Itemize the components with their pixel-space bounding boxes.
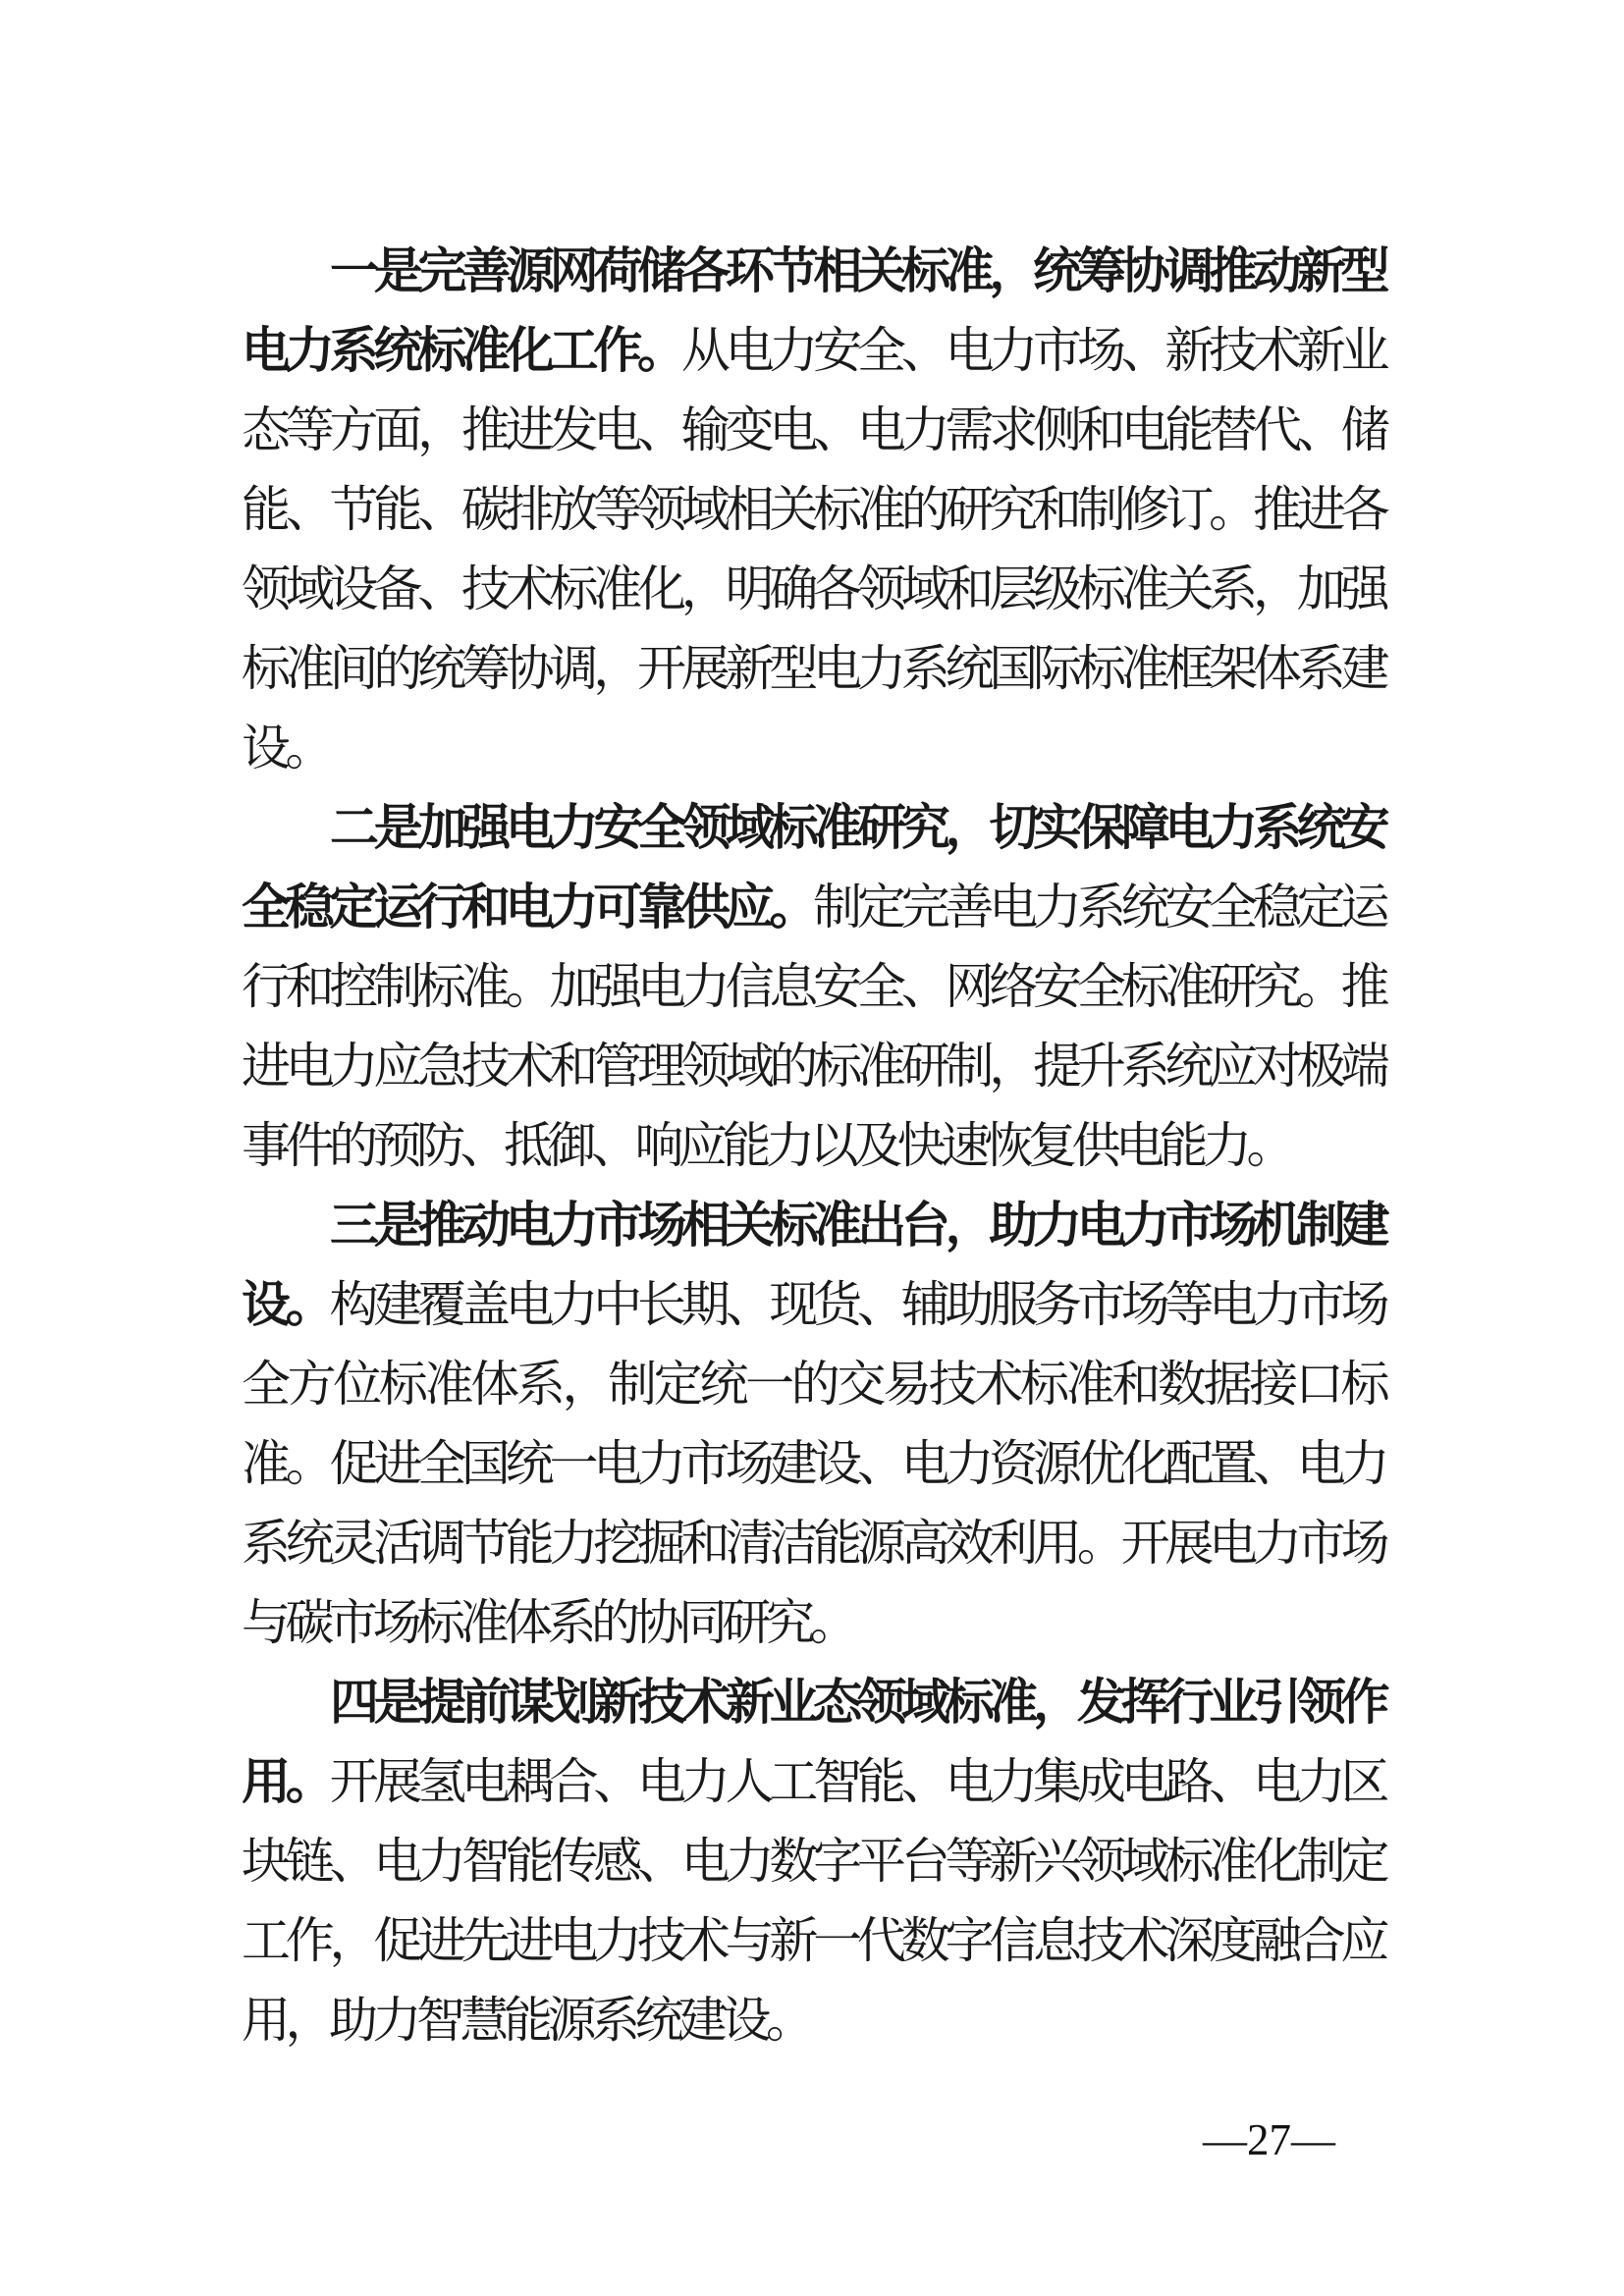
- paragraph-2-lead: 二是加强电力安全领域标准研究，切实保障电力系统安全稳定运行和电力可靠供应。: [242, 800, 1384, 934]
- paragraph-3-lead: 三是推动电力市场相关标准出台，助力电力市场机制建设。: [242, 1198, 1384, 1332]
- page-number: —27—: [1203, 2115, 1335, 2164]
- paragraph-3-body: 构建覆盖电力中长期、现货、辅助服务市场等电力市场全方位标准体系，制定统一的交易技术标准和数据接口标准。促进全国统一电力市场建设、电力资源优化配置、电力系统灵活调节能力挖掘和清洁能源高效利用。开展电力市场与碳市场标准体系的协同研究。: [242, 1277, 1385, 1650]
- paragraph-1-lead: 一是完善源网荷储各环节相关标准，统筹协调推动新型电力系统标准化工作。: [242, 243, 1384, 378]
- paragraph-4-lead: 四是提前谋划新技术新业态领域标准，发挥行业引领作用。: [242, 1675, 1384, 1809]
- paragraph-1: [242, 232, 1384, 788]
- text-block: [242, 232, 1384, 2060]
- paragraph-3: [242, 1186, 1384, 1663]
- paragraph-1-body: 从电力安全、电力市场、新技术新业态等方面，推进发电、输变电、电力需求侧和电能替代、储能、节能、碳排放等领域相关标准的研究和制修订。推进各领域设备、技术标准化，明确各领域和层级标准关系，加强标准间的统筹协调，开展新型电力系统国际标准框架体系建设。: [242, 323, 1385, 775]
- paragraph-2: [242, 788, 1384, 1186]
- paragraph-2-body: 制定完善电力系统安全稳定运行和控制标准。加强电力信息安全、网络安全标准研究。推进电力应急技术和管理领域的标准研制，提升系统应对极端事件的预防、抵御、响应能力以及快速恢复供电能力。: [242, 880, 1385, 1173]
- paragraph-4: [242, 1663, 1384, 2060]
- paragraph-4-body: 开展氢电耦合、电力人工智能、电力集成电路、电力区块链、电力智能传感、电力数字平台等新兴领域标准化制定工作，促进先进电力技术与新一代数字信息技术深度融合应用，助力智慧能源系统建设。: [242, 1754, 1385, 2048]
